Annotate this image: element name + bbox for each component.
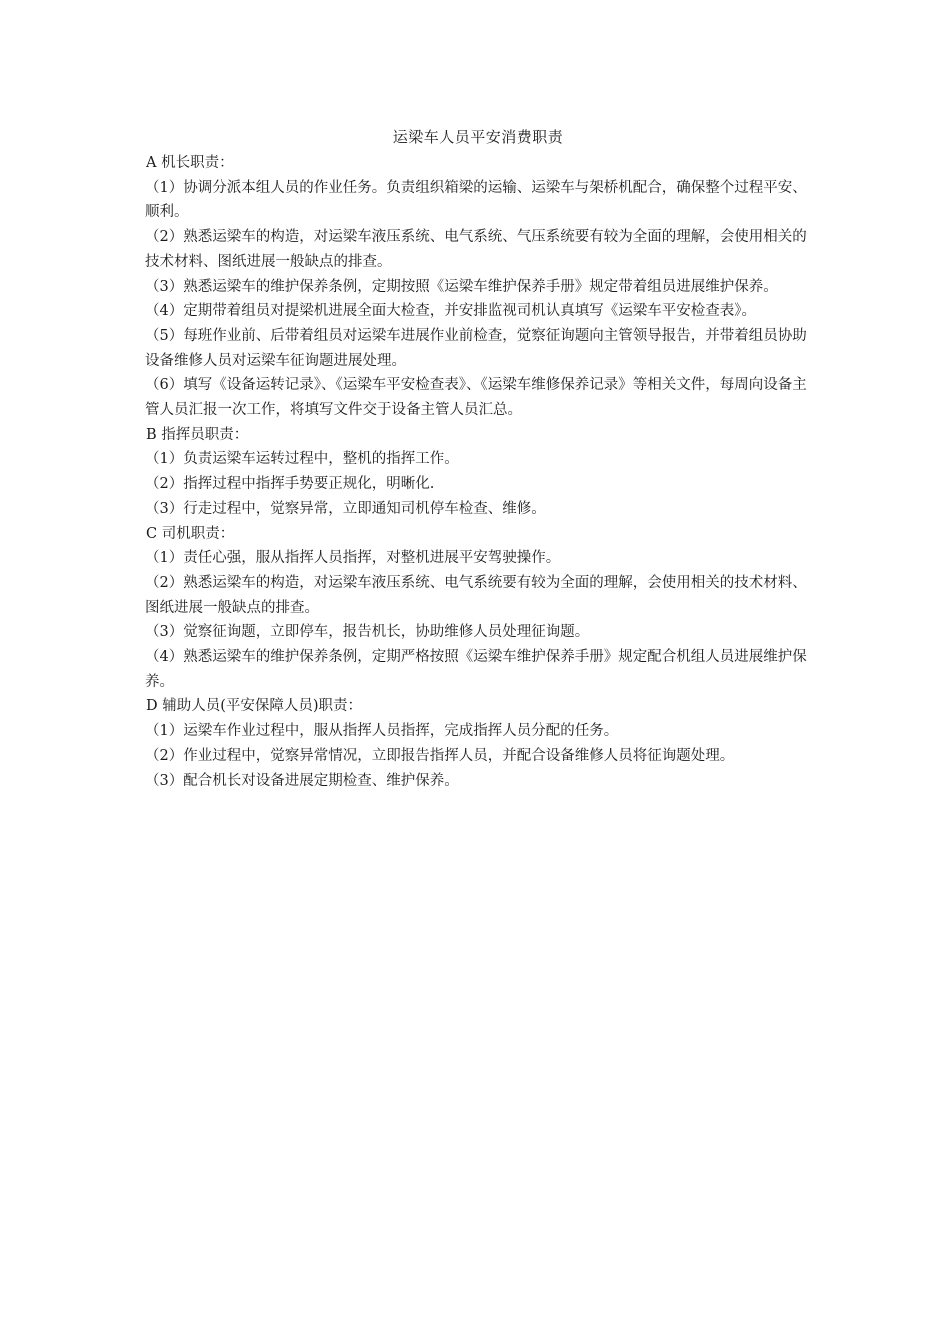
- list-item: （4）定期带着组员对提梁机进展全面大检查，并安排监视司机认真填写《运梁车平安检查表》。: [145, 303, 756, 320]
- list-item: （2）指挥过程中指挥手势要正规化，明晰化.: [145, 476, 435, 493]
- list-item: （2）熟悉运梁车的构造，对运梁车液压系统、电气系统要有较为全面的理解，会使用相关的技术材料、图纸进展一般缺点的排查。: [145, 574, 807, 616]
- list-item: （3）行走过程中，觉察异常，立即通知司机停车检查、维修。: [145, 500, 546, 517]
- list-item: （3）觉察征询题，立即停车，报告机长，协助维修人员处理征询题。: [145, 624, 590, 641]
- section-heading-captain: A 机长职责：: [146, 155, 234, 171]
- section-heading-commander: B 指挥员职责：: [146, 426, 249, 443]
- list-item: （1）负责运梁车运转过程中，整机的指挥工作。: [145, 451, 459, 468]
- list-item: （2）熟悉运梁车的构造，对运梁车液压系统、电气系统、气压系统要有较为全面的理解，会使用相关的技术材料、图纸进展一般缺点的排查。: [145, 229, 807, 270]
- list-item: （1）责任心强，服从指挥人员指挥，对整机进展平安驾驶操作。: [145, 550, 561, 567]
- document-body: [145, 151, 811, 793]
- list-item: （1）运梁车作业过程中，服从指挥人员指挥，完成指挥人员分配的任务。: [145, 723, 619, 740]
- list-item: （3）熟悉运梁车的维护保养条例，定期按照《运梁车维护保养手册》规定带着组员进展维护保养。: [145, 278, 778, 295]
- list-item: （6）填写《设备运转记录》、《运梁车平安检查表》、《运梁车维修保养记录》等相关文件，每周向设备主管人员汇报一次工作，将填写文件交于设备主管人员汇总。: [145, 377, 807, 419]
- list-item: （4）熟悉运梁车的维护保养条例，定期严格按照《运梁车维护保养手册》规定配合机组人员进展维护保养。: [145, 649, 807, 690]
- page-title: 运梁车人员平安消费职责: [392, 128, 564, 146]
- list-item: （3）配合机长对设备进展定期检查、维护保养。: [145, 772, 459, 789]
- list-item: （5）每班作业前、后带着组员对运梁车进展作业前检查，觉察征询题向主管领导报告，并带着组员协助设备维修人员对运梁车征询题进展处理。: [145, 327, 807, 369]
- section-heading-assistant: D 辅助人员(平安保障人员)职责：: [146, 698, 363, 715]
- section-heading-driver: C 司机职责：: [146, 525, 235, 542]
- list-item: （1）协调分派本组人员的作业任务。负责组织箱梁的运输、运梁车与架桥机配合，确保整个过程平安、顺利。: [145, 179, 807, 221]
- list-item: （2）作业过程中，觉察异常情况，立即报告指挥人员，并配合设备维修人员将征询题处理。: [145, 747, 735, 764]
